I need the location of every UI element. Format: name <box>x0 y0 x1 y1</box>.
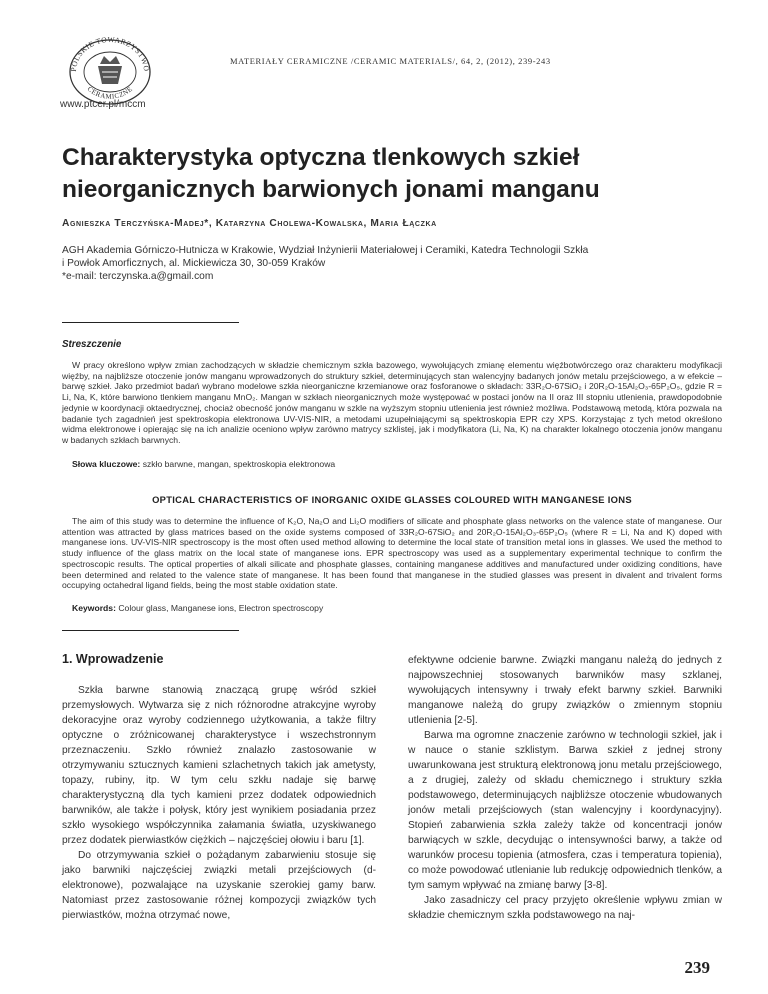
affiliation <box>62 244 722 283</box>
paragraph: efektywne odcienie barwne. Związki manganu należą do jednych z najpowszechniej stosowanych barwników masy szklanej, wywołujących intensywny i trwały efekt barwny szkieł. Barwniki manganowe należą do grupy związków o zmiennym stopniu utlenienia [2-5]. <box>408 655 722 726</box>
section-heading: 1. Wprowadzenie <box>62 652 164 666</box>
society-logo <box>62 34 158 106</box>
keywords-pl-values: szkło barwne, mangan, spektroskopia elektronowa <box>142 459 336 469</box>
keywords-en-values: Colour glass, Manganese ions, Electron spectroscopy <box>118 603 324 613</box>
logo-bottom-text: CERAMICZNE <box>85 84 135 101</box>
right-column <box>408 653 722 923</box>
paragraph: Do otrzymywania szkieł o pożądanym zabarwieniu stosuje się jako barwniki najczęściej związki metali przejściowych (d-elektronowe), pozwalające na uzyskanie szerokiej gamy barw. Natomiast przez zastosowanie różnej kompozycji związków tych pierwiastków, można otrzymać nowe, <box>62 850 376 921</box>
paragraph: Jako zasadniczy cel pracy przyjęto określenie wpływu zmian w składzie chemicznym szkła podstawowego na naj- <box>408 895 722 921</box>
site-url[interactable]: www.ptcer.pl/mccm <box>60 99 146 110</box>
page-number: 239 <box>684 958 710 977</box>
keywords-en <box>62 603 323 614</box>
logo-top-text: POLSKIE TOWARZYSTWO <box>68 34 152 73</box>
paragraph: Szkła barwne stanowią znaczącą grupę wśród szkieł przemysłowych. Wytwarza się z nich różnorodne atrakcyjne wyroby dekoracyjne oraz wyroby codziennego użytkowania, a także filtry optyczne o zróżnicowanej charakterystyce i wszechstronnym przeznaczeniu. Szkło również znalazło zastosowanie w otrzymywaniu sztucznych kamieni szlachetnych takich jak ametysty, topazy, rubiny, itp. W tym celu szkłu nadaje się barwę charakterystyczną dla tych kamieni przez dodatek odpowiednich barwników, ale także i połysk, który jest wynikiem posiadania przez szkło wysokiego współczynnika załamania światła, uzyskiwanego przez dodatek pierwiastków ciężkich – najczęściej ołowiu i baru [1]. <box>62 685 376 846</box>
journal-citation: MATERIAŁY CERAMICZNE /CERAMIC MATERIALS/, 64, 2, (2012), 239-243 <box>230 56 551 66</box>
keywords-en-label: Keywords: <box>72 603 116 613</box>
divider <box>62 322 239 323</box>
affiliation-line-2: i Powłok Amorficznych, al. Mickiewicza 30, 30-059 Kraków <box>62 258 326 269</box>
paragraph: Barwa ma ogromne znaczenie zarówno w technologii szkieł, jak i w nauce o stanie szklistym. Barwa szkieł z jednej strony uwarunkowana jest strukturą elektronową jonu metalu przejściowego, a z drugiej, zależy od składu chemicznego i struktury szkła podstawowego, determinujących najbliższe otoczenie wbudowanych jonów metali przejściowych (stan walencyjny i koordynacyjny). Stopień zabarwienia szkła zależy także od koncentracji jonów barwiących w szkle, decydując o intensywności barwy, a także od warunków procesu topienia (atmosfera, czas i temperatura topienia), co może powodować utlenianie lub redukcję odpowiednich tlenków, a tym samym wpływać na zmianę barwy [3-8]. <box>408 730 722 891</box>
author-email: *e-mail: terczynska.a@gmail.com <box>62 271 214 282</box>
authors: Agnieszka Terczyńska-Madej*, Katarzyna Cholewa-Kowalska, Maria Łączka <box>62 218 437 229</box>
title-line-1: Charakterystyka optyczna tlenkowych szkieł <box>62 144 580 171</box>
english-title: OPTICAL CHARACTERISTICS OF INORGANIC OXIDE GLASSES COLOURED WITH MANGANESE IONS <box>152 494 632 505</box>
keywords-pl-label: Słowa kluczowe: <box>72 459 141 469</box>
abstract-pl-text: W pracy określono wpływ zmian zachodzących w składzie chemicznym szkła bazowego, wywołujących zmianę elementu więźbotwórczego oraz charakteru modyfikacji więźby, na najbliższe otoczenie jonów manganu wprowadzonych do struktury szkieł, determinujących stan walencyjny badanych jonów metalu przejściowego, a w efekcie – barwę szkieł. Jako przedmiot badań wybrano modelowe szkła nieorganiczne krzemianowe oraz fosforanowe o składach: 33R₂O-67SiO₂ i 20R₂O-15Al₂O₃-65P₂O₅, gdzie R = Li, Na, K, które barwiono tlenkiem manganu MnO₂. Mangan w szkłach nieorganicznych może występować w postaci jonów na II oraz III stopniu utlenienia, prawdopodobnie jedynie w koordynacji oktaedrycznej, chociaż obecność jonów manganu w szkle na wyższym stopniu utlenienia jest również możliwa. Podstawową metodą, która pozwala na badanie tych zagadnień jest spektroskopia elektronowa UV-VIS-NIR, a metodami uzupełniającymi są spektroskopia EPR czy XPS. Korzystając z tych metod określono widma elektronowe i opierając się na ich analizie oceniono wpływ zarówno matrycy szklistej, jak i modyfikatora (Li, Na, K) na charakter lokalnego otoczenia jonów manganu w badanych szkłach barwnych. <box>62 360 722 445</box>
title-line-2: nieorganicznych barwionych jonami manganu <box>62 176 600 203</box>
abstract-en-text: The aim of this study was to determine the influence of K₂O, Na₂O and Li₂O modifiers of silicate and phosphate glass networks on the valence state of manganese. Our attention was attracted by glass matrices based on the oxide systems composed of 33R₂O-67SiO₂ and 20R₂O-15Al₂O₃-65P₂O₅ (where R = Li, Na and K) doped with manganese ions. UV-VIS-NIR spectroscopy is the most often used method allowing to determine the local state of transition metal ions in glasses. We used the method to study influence of the glass matrix on the local state of manganese ions. EPR spectroscopy was used as a supplementary experimental technique to confirm the spectroscopic results. The optical properties of alkali silicate and phosphate glasses, containing manganese additives and manufactured under oxidizing conditions, have been determined and related to the valence state of manganese. It has been found that manganese in the studied glasses was present in divalent and trivalent forms occupying octahedral ligand fields, being the most stable oxidation state. <box>62 516 722 591</box>
divider <box>62 630 239 631</box>
left-column <box>62 683 376 923</box>
affiliation-line-1: AGH Akademia Górniczo-Hutnicza w Krakowie, Wydział Inżynierii Materiałowej i Ceramiki, Katedra Technologii Szkła <box>62 245 589 256</box>
keywords-pl <box>62 459 335 470</box>
article-title <box>62 142 722 206</box>
abstract-heading: Streszczenie <box>62 339 122 350</box>
